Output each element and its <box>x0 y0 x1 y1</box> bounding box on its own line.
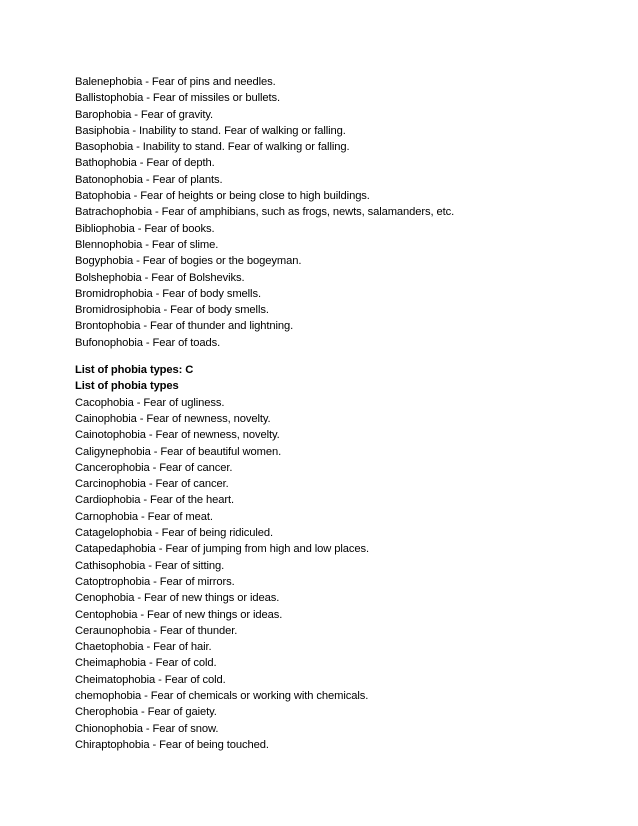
list-item: Blennophobia - Fear of slime. <box>75 238 219 251</box>
list-item: Bibliophobia - Fear of books. <box>75 222 215 235</box>
list-item: Ballistophobia - Fear of missiles or bullets. <box>75 92 281 105</box>
list-item: Cheimatophobia - Fear of cold. <box>75 673 226 686</box>
list-item: Catagelophobia - Fear of being ridiculed. <box>75 527 274 540</box>
list-item: Chionophobia - Fear of snow. <box>75 722 219 735</box>
document-body <box>75 74 615 753</box>
list-item: chemophobia - Fear of chemicals or working with chemicals. <box>75 689 369 702</box>
list-item: Batonophobia - Fear of plants. <box>75 173 223 186</box>
list-item: Basophobia - Inability to stand. Fear of walking or falling. <box>75 141 350 154</box>
list-item: Bufonophobia - Fear of toads. <box>75 336 221 349</box>
list-item: Bromidrophobia - Fear of body smells. <box>75 287 261 300</box>
list-item: Bathophobia - Fear of depth. <box>75 157 215 170</box>
section-heading: List of phobia types: C <box>75 364 194 377</box>
list-item: Cancerophobia - Fear of cancer. <box>75 461 233 474</box>
list-item: Bogyphobia - Fear of bogies or the bogeyman. <box>75 255 302 268</box>
list-item: Caligynephobia - Fear of beautiful women. <box>75 445 282 458</box>
list-item: Bromidrosiphobia - Fear of body smells. <box>75 304 269 317</box>
list-item: Chaetophobia - Fear of hair. <box>75 641 212 654</box>
list-item: Cainophobia - Fear of newness, novelty. <box>75 412 271 425</box>
list-item: Balenephobia - Fear of pins and needles. <box>75 76 276 88</box>
list-item: Cheimaphobia - Fear of cold. <box>75 657 217 670</box>
list-item: Batophobia - Fear of heights or being close to high buildings. <box>75 190 370 203</box>
list-item: Carnophobia - Fear of meat. <box>75 510 213 523</box>
list-item: Bolshephobia - Fear of Bolsheviks. <box>75 271 245 284</box>
list-item: Cenophobia - Fear of new things or ideas. <box>75 592 280 605</box>
list-item: Catapedaphobia - Fear of jumping from high and low places. <box>75 543 369 556</box>
list-item: Cathisophobia - Fear of sitting. <box>75 559 225 572</box>
list-item: Cacophobia - Fear of ugliness. <box>75 396 225 409</box>
list-item: Cardiophobia - Fear of the heart. <box>75 494 235 507</box>
list-item: Batrachophobia - Fear of amphibians, such as frogs, newts, salamanders, etc. <box>75 206 455 219</box>
list-item: Cherophobia - Fear of gaiety. <box>75 706 217 719</box>
section-b-list <box>75 74 615 351</box>
list-item: Barophobia - Fear of gravity. <box>75 108 214 121</box>
section-subheading: List of phobia types <box>75 380 179 393</box>
list-item: Catoptrophobia - Fear of mirrors. <box>75 575 235 588</box>
section-spacer <box>75 351 615 362</box>
list-item: Chiraptophobia - Fear of being touched. <box>75 738 269 751</box>
list-item: Carcinophobia - Fear of cancer. <box>75 478 229 491</box>
list-item: Basiphobia - Inability to stand. Fear of walking or falling. <box>75 124 346 137</box>
list-item: Brontophobia - Fear of thunder and lightning. <box>75 320 294 333</box>
list-item: Centophobia - Fear of new things or ideas. <box>75 608 283 621</box>
section-c <box>75 362 615 753</box>
list-item: Ceraunophobia - Fear of thunder. <box>75 624 238 637</box>
list-item: Cainotophobia - Fear of newness, novelty. <box>75 429 280 442</box>
